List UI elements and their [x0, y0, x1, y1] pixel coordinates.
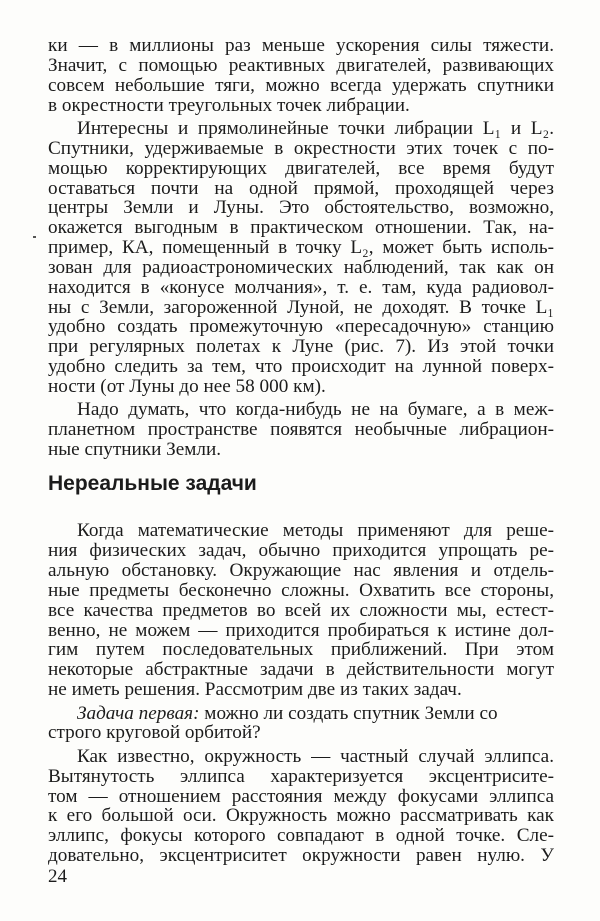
text-line: ки — в миллионы раз меньше ускорения силы тяжести. [48, 35, 554, 56]
text-line: при регулярных полетах к Луне (рис. 7). Из этой точки [48, 336, 554, 358]
text-line: ния физических задач, обычно приходится упрощать ре- [48, 540, 554, 562]
text-line: окажется выгодным в практическом отношении. Так, на- [48, 217, 554, 239]
text-line: Значит, с помощью реактивных двигателей, развивающих [48, 54, 554, 76]
text-line: все качества предметов во всей их сложности мы, естест- [48, 599, 554, 621]
text-line: зован для радиоастрономических наблюдений, так как он [48, 256, 554, 278]
text-line: удобно создать промежуточную «пересадочную» станцию [48, 316, 554, 338]
text-line: ные предметы бесконечно сложны. Охватить все стороны, [48, 579, 554, 601]
text-line: удобно следить за тем, что происходит на лунной поверх- [48, 356, 554, 378]
italic-lead: Задача первая: [77, 702, 200, 724]
text-line: пример, КА, помещенный в точку L₂, может быть исполь- [48, 237, 554, 258]
text-line: планетном пространстве появятся необычные либрацион- [48, 419, 554, 441]
text-line: Интересны и прямолинейные точки либрации L₁ и L₂. [77, 118, 554, 139]
text-line: альную обстановку. Окружающие нас явления и отдель- [48, 560, 554, 581]
text-line: ные спутники Земли. [48, 439, 222, 461]
text-line: в окрестности треугольных точек либрации. [48, 94, 410, 116]
text-line: оставаться почти на одной прямой, проходящей через [48, 177, 554, 199]
text-line: Надо думать, что когда-нибудь не на бумаге, а в меж- [77, 399, 554, 421]
text-line: Вытянутость эллипса характеризуется эксцентрисите- [48, 765, 554, 787]
text-line: эллипс, фокусы которого совпадают в одной точке. Сле- [48, 825, 554, 847]
text-line: Спутники, удерживаемые в окрестности этих точек с по- [48, 137, 554, 159]
text-line: мощью корректирующих двигателей, все время будут [48, 157, 554, 179]
page-number: 24 [48, 866, 67, 887]
text-line: находится в «конусе молчания», т. е. там, куда радиовол- [48, 276, 554, 298]
text-line: к его большой оси. Окружность можно рассматривать как [48, 805, 554, 827]
text-line: венно, не можем — приходится пробираться к истине дол- [48, 619, 554, 641]
text-line: Как известно, окружность — частный случай эллипса. [77, 745, 554, 767]
text-line: том — отношением расстояния между фокусами эллипса [48, 785, 554, 807]
text-line: гим путем последовательных приближений. При этом [48, 639, 554, 661]
text-line: Когда математические методы применяют для реше- [77, 520, 554, 542]
text-line: центры Земли и Луны. Это обстоятельство, возможно, [48, 197, 554, 219]
section-heading: Нереальные задачи [48, 472, 257, 496]
text-line: довательно, эксцентриситет окружности равен нулю. У [48, 845, 554, 866]
text-line: не иметь решения. Рассмотрим две из таких задач. [48, 679, 462, 700]
text-run: можно ли создать спутник Земли со [199, 702, 498, 724]
text-line: строго круговой орбитой? [48, 722, 261, 744]
text-line: совсем небольшие тяги, можно всегда удержать спутники [48, 74, 554, 96]
text-line: ны с Земли, загороженной Луной, не доходят. В точке L₁ [48, 296, 554, 318]
margin-mark [33, 236, 36, 238]
text-line [77, 703, 554, 725]
text-line: ности (от Луны до нее 58 000 км). [48, 376, 326, 397]
text-line: некоторые абстрактные задачи в действительности могут [48, 659, 554, 681]
